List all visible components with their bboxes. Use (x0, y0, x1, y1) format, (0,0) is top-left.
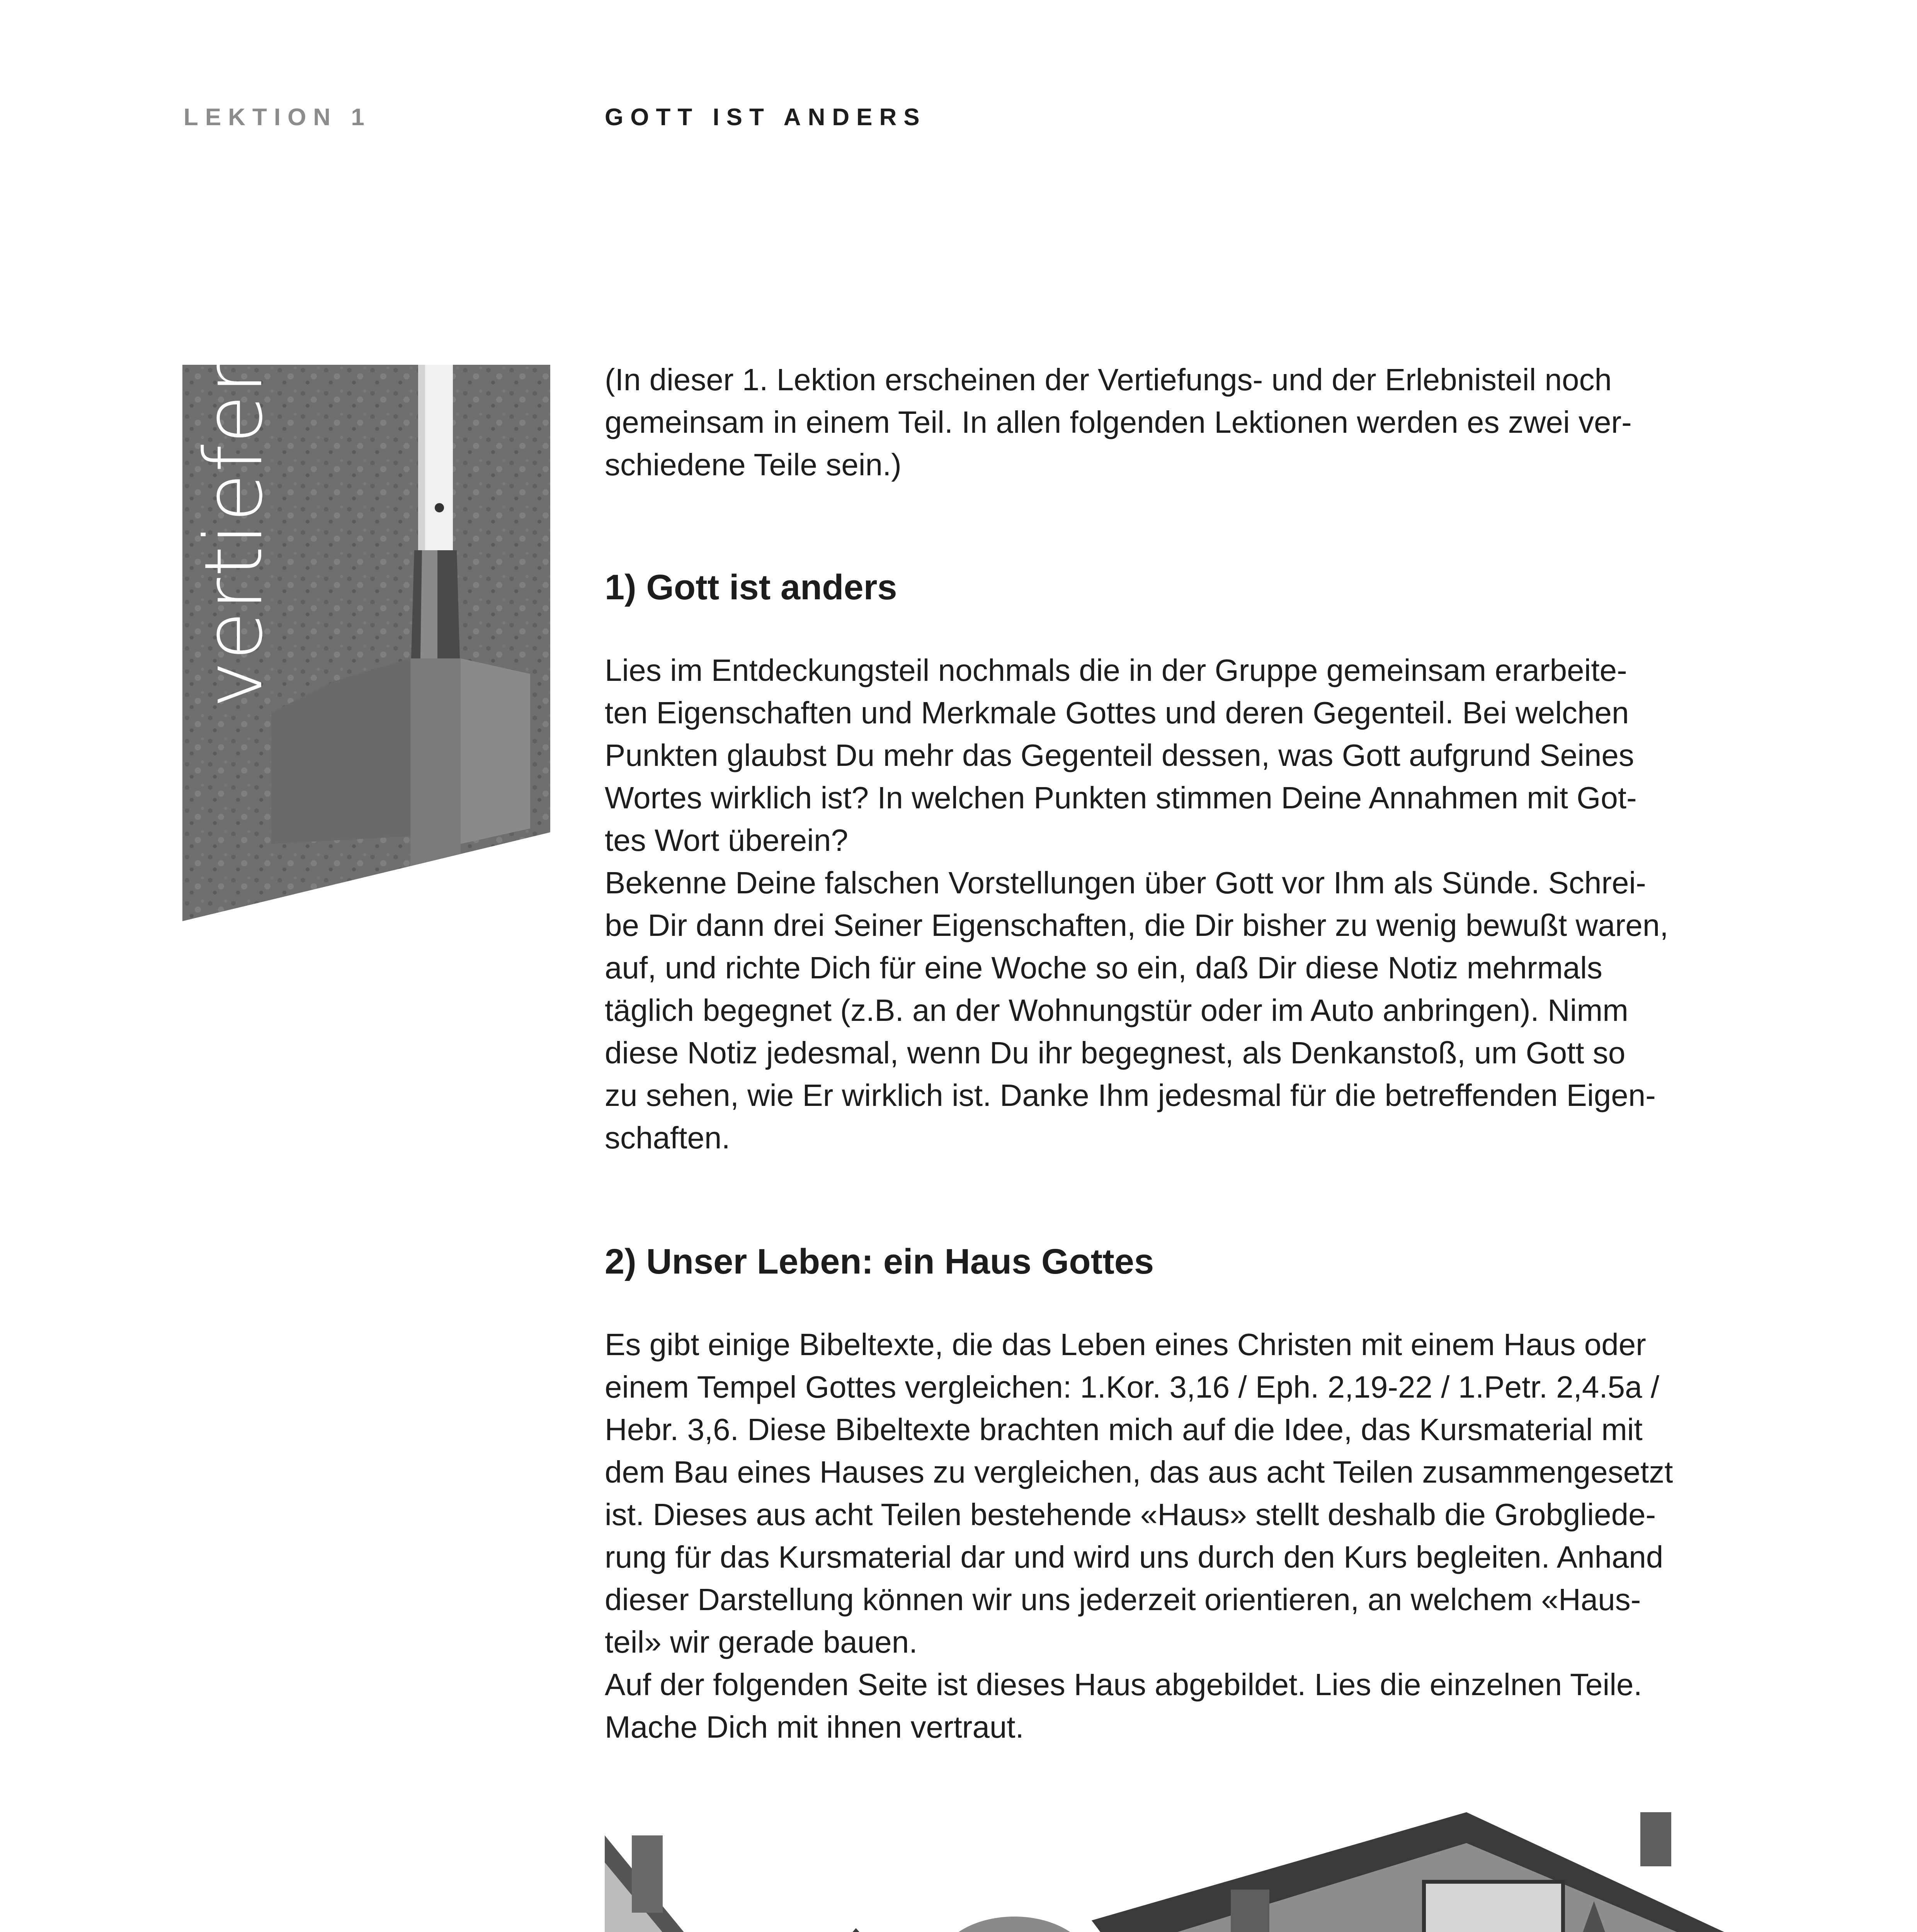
chapter-title: GOTT IST ANDERS (605, 104, 927, 131)
houses-illustration (605, 1812, 1743, 1932)
section-2-paragraph: Es gibt einige Bibeltexte, die das Leben eines Christen mit einem Haus oder einem Tempel Gottes vergleichen: 1.Kor. 3,16 / Eph. 2,19-22 / 1.Petr. 2,4.5a / Hebr. 3,6. Diese Bibeltexte brachten mich auf die Idee, das Kursmaterial mit dem Bau eines Hauses zu vergleichen, das aus acht Teilen zusammengesetzt ist. Dieses aus acht Teilen bestehende «Haus» stellt deshalb die Grobgliede- rung für das Kursmaterial dar und wird uns durch den Kurs begleiten. Anhand dieser Darstellung können wir uns jederzeit orientieren, an welchem «Haus- teil» wir gerade bauen. Auf der folgenden Seite ist dieses Haus abgebildet. Lies die einzelnen Teile. Mache Dich mit ihnen vertraut. (605, 1327, 1673, 1744)
section-heading-1: 1) Gott ist anders (605, 568, 897, 607)
section-1-paragraph: Lies im Entdeckungsteil nochmals die in der Gruppe gemeinsam erarbeite- ten Eigenschaften und Merkmale Gottes und deren Gegenteil. Bei welchen Punkten glaubst Du mehr das Gegenteil dessen, was Gott aufgrund Seines Wortes wirklich ist? In welchen Punkten stimmen Deine Annahmen mit Got- tes Wort überein? Bekenne Deine falschen Vorstellungen über Gott vor Ihm als Sünde. Schrei- be Dir dann drei Seiner Eigenschaften, die Dir bisher zu wenig bewußt waren, auf, und richte Dich für eine Woche so ein, daß Dir diese Notiz mehrmals täglich begegnet (z.B. an der Wohnungstür oder im Auto anbringen). Nimm diese Notiz jedesmal, wenn Du ihr begegnest, als Denkanstoß, um Gott so zu sehen, wie Er wirklich ist. Danke Ihm jedesmal für die betreffenden Eigen- schaften. (605, 653, 1669, 1155)
section-heading-2: 2) Unser Leben: ein Haus Gottes (605, 1242, 1154, 1281)
lesson-label: LEKTION 1 (184, 104, 371, 131)
intro-paragraph: (In dieser 1. Lektion erscheinen der Vertiefungs- und der Erlebnisteil noch gemeinsam in einem Teil. In allen folgenden Lektionen werden es zwei ver- schiedene Teile sein.) (605, 362, 1632, 482)
sidebar-label: vertiefen (187, 343, 280, 708)
